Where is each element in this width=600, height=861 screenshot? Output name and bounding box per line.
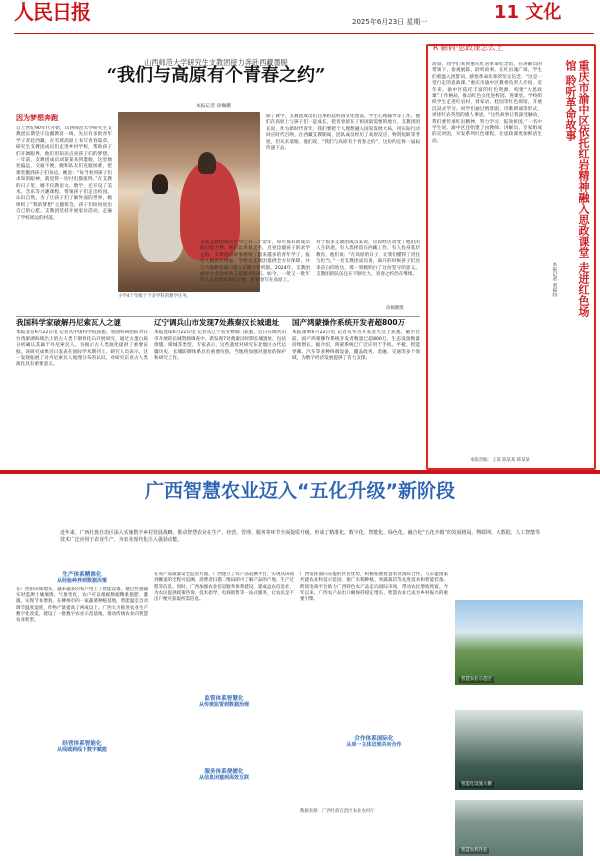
top-story-column-1: 自上世纪90年代开始，山西师范大学研究生支教团长期坚守边疆教育一线，先后有多批青年学子奔赴西藏，在雪域高原上书写青春篇章。研究生支教团成员们走进乡村学校，帮助孩子们开阔眼界，他们用知识点亮孩子们的梦想。一年前，支教团成员刘某某来到墨脱，这里地处偏远，交通不便，她和队友们克服困难，把课堂搬到孩子们身边。她说：“每当看到孩子们求知的眼神，就觉得一切付出都值得。”在支教的日子里，她不仅教语文、数学，还开设了美术、音乐等兴趣课程，带领孩子们走出校园、认识自然。为了让孩子们了解外面的世界，她组织了“我的梦想”主题班会，孩子们纷纷说出自己的心愿。支教团坚持开展家访活动，走遍了学校周边的村落。 (16, 126, 112, 221)
feature-col2-head-1: 监管体系智慧化 (204, 696, 244, 702)
feature-column-1 (16, 572, 148, 852)
feature-col1-body: 在广西的田间地头，越来越多的农户用上了智能设备。通过传感器实时监测土壤墒情、气象变化，农户可以根据数据精准施肥、灌溉，实现节本增效。在柳州市的一家蔬菜种植基地，智能温室自动调节温度湿度，作物产量提高了两成以上。广西大力推进农业生产数字化改造，建设了一批数字农业示范基地，推动传统农业向智慧农业转型。 (16, 586, 148, 624)
news-brief-1 (16, 320, 148, 460)
page-number: 11 文化 (494, 2, 562, 23)
feature-col1-head-2: 从经验种养到数据决策 (56, 578, 107, 585)
feature-col3-head-2: 从单一主体迈到共向合作 (346, 742, 402, 749)
sidebar-tag: R 解码·思政课怎么上 (433, 43, 503, 52)
feature-source: 数据来源：广西壮族自治区农业农村厅 (300, 808, 375, 814)
feature-col2-head-2: 从传统监管到数据治理 (198, 702, 249, 709)
feature-col1-head-3: 经营体系智能化 (62, 740, 102, 747)
photo-caption: 小学4个年级十个多学科的教学任务。 (118, 294, 192, 299)
feature-col1-head-4: 从线城到线下数字赋能 (56, 747, 107, 754)
sidebar-byline: 本报记者 黄福特 (551, 262, 557, 298)
feature-col2-body: 在农产品质量安全监管方面，广西建立了农产品追溯平台，实现从田间到餐桌的全程可追溯。消费者扫描二维码即可了解产品的产地、生产过程等信息。同时，广西加强农业信息服务体系建设，建成益农信息社，为农民提供政策咨询、技术指导、电商销售等一站式服务，让农民足不出户便可获取所需信息。 (154, 572, 294, 603)
feature-col2-head-4: 从信息闭塞到高效互联 (198, 775, 249, 782)
news-brief-3 (292, 320, 420, 460)
feature-col3-head-1: 合作体系国际化 (354, 736, 394, 742)
top-story-headline: “我们与高原有个青春之约” (106, 65, 326, 86)
top-story-byline: 本报记者 徐佩鹏 (196, 104, 232, 109)
news-brief-1-body: 本报北京6月22日电 记者从中国科学院获悉，我国科研团队对在台湾澎湖海域出土的古人类下颌骨化石开展研究，通过古蛋白质分析确认其属于丹尼索瓦人，为揭示古人类演化提供了重要证据。该研究成果近日发表在国际学术期刊上。研究人员表示，这一发现拓展了对丹尼索瓦人地理分布的认识，对研究东亚古人类演化具有重要意义。 (16, 330, 148, 368)
feature-col1-head-1: 生产体系精准化 (62, 572, 102, 578)
news-brief-3-title: 国产鸿蒙操作系统开发者超800万 (292, 318, 406, 327)
section-band (0, 470, 600, 474)
feature-intro: 近年来，广西壮族自治区深入实施数字乡村发展战略，推动智慧农业在生产、经营、管理、服务等环节全面提质升级，形成了精准化、数字化、智能化、绿色化、融合化“五化升级”的发展格局。物联网、大数据、人工智能等技术广泛应用于农业生产，为农业现代化注入强劲动能。 (60, 530, 540, 543)
news-brief-2-body: 本报沈阳6月22日电 记者从辽宁省文物部门获悉，近日在调兵山市开展的长城资源调查中，新发现7处燕秦汉时期长城遗址，包括烽燧、障城等类型。专家表示，这些遗址对研究东北地区古代边疆历史、长城防御体系具有重要价值。当地将加强对遗址的保护和研究工作。 (154, 330, 286, 362)
feature-headline: 广西智慧农业迈入“五化升级”新阶段 (145, 480, 455, 502)
top-story-column-4: 对于很多支教团成员来说，这段经历改变了他们的人生轨迹。有人选择留在西藏工作，有人投身基层教育。他们说：“在高原的日子，让我们懂得了责任与担当。”一名支教团成员说，离开的时候孩子们送来洁白的哈达，那一刻她明白了这份坚守的意义。支教团的队伍还在不断壮大，青春之约仍在继续。 (316, 240, 420, 278)
top-story-subhead: 因为梦想奔跑 (16, 114, 58, 122)
feature-photo-3: 智慧农机作业 (455, 800, 583, 856)
news-brief-2 (154, 320, 286, 460)
feature-photo-2: 智能化设施大棚 (455, 710, 583, 790)
top-story-kicker: 山西师范大学研究生支教团接力奔赴西藏墨脱 (144, 58, 288, 67)
feature-col2-head-3: 服务体系便捷化 (204, 768, 244, 775)
section-name: 文化 (525, 2, 562, 23)
sidebar-title: 重庆市渝中区依托红岩精神融入思政课堂 走进红色场馆 聆听革命故事 (564, 60, 590, 317)
feature-col3-body: 广西发挥面向东盟的区位优势，积极拓展智慧农业国际合作。与东盟国家共建农业科技示范园，推广水稻种植、果蔬栽培等先进技术和智能装备。跨境电商平台助力广西特色农产品走向国际市场，带动农民增收致富。今年以来，广西农产品出口额保持稳定增长，智慧农业已成为乡村振兴的重要引擎。 (300, 572, 448, 603)
news-brief-2-title: 辽宁调兵山市发现7处燕秦汉长城遗址 (154, 318, 280, 327)
top-story-photo-credit: 徐佩鹏摄 (386, 306, 404, 311)
dateline: 2025年6月23日 星期一 (352, 18, 428, 26)
top-story-column-2: 除了教学，支教团成员们还承担起校园文化建设、学生心理辅导等工作，他们在高原上与孩子们一起成长，把青春留在了祖国最需要的地方。支教团团长说，作为新时代青年，我们要把个人理想融入国家发展大局，用实际行动回应时代召唤。在西藏支教期间，团队成员经历了高原反应、物资短缺等考验，但从未退缩。他们说，“我们与高原有个青春之约”，这份约定将一届届传递下去。 (266, 114, 420, 152)
masthead (14, 0, 594, 34)
sidebar-body: 清晨，同学们来到重庆红岩革命纪念馆，在讲解员的带领下，参观展陈、聆听故事。在红岩魂广场，学生们重温入团誓词，感悟革命先辈的坚定信念。“这是一堂行走的思政课。”重庆市渝中区教委负责人介绍，近年来，渝中区依托丰富的红色资源，构建“大思政课”工作格局，推动红色文化进校园、进课堂。学校组织学生走进红岩村、曾家岩、桂园等红色场馆，开展沉浸式学习。同学们通过情景剧、诗歌朗诵等形式，讲述红岩英烈的感人事迹。“这些故事让我深受触动，我们要传承红岩精神，努力学习，报效祖国。”一名中学生说。渝中区还组建了由教师、讲解员、专家组成的宣讲团，开发系列红色课程，让思政课更加鲜活生动。 (432, 62, 542, 144)
divider (16, 316, 420, 317)
news-brief-1-title: 我国科学家破解丹尼索瓦人之谜 (16, 318, 121, 327)
feature-column-2 (154, 572, 294, 852)
editor-credits: 本版责编：王某 陈某某 韩某某 (470, 458, 530, 463)
feature-photo-1: 智慧农业示范区 (455, 600, 583, 685)
news-brief-3-body: 本报深圳6月22日电 记者从华为开发者大会上获悉，截至目前，国产鸿蒙操作系统开发者数量已超800万，生态设备数量持续增长。据介绍，鸿蒙系统已广泛应用于手机、平板、智能穿戴、汽车等多种终端设备，覆盖政务、金融、交通等多个领域，为数字经济发展提供了有力支撑。 (292, 330, 420, 362)
top-story-column-3: 首届支教团成员至今已有二十余年，每年都有新成员接过接力棒。他们以青春之名，点亮边疆孩子的求学之路。支教团的故事感染了越来越多的青年学子，报名人数逐年增加。学校为支教团提供全方位保障，并与当地教育部门建立长期合作机制。2024年，支教团被评为全国优秀志愿服务组织。如今，一批又一批年轻人正沿着前辈的足迹，把青春写在高原上。 (200, 240, 310, 284)
feature-column-3 (300, 572, 448, 852)
newspaper-logo: 人民日报 (14, 0, 90, 24)
